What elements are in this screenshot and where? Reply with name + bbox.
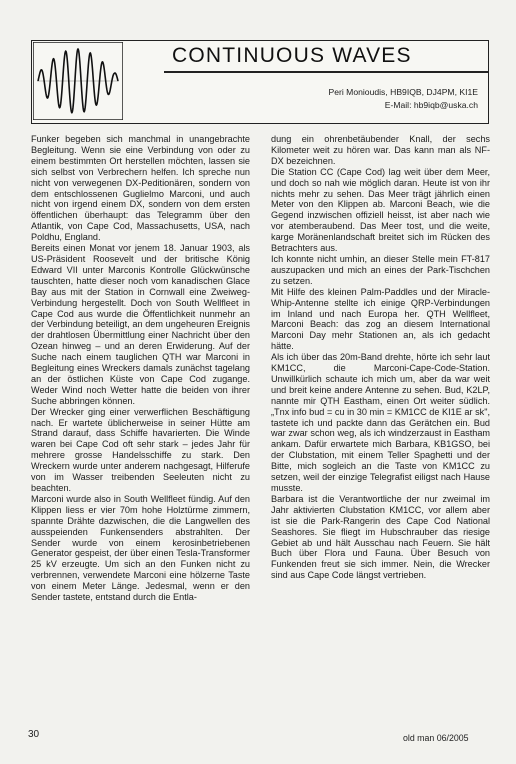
magazine-issue: old man 06/2005 [403, 733, 469, 743]
right-column [271, 134, 490, 581]
paragraph: dung ein ohrenbetäubender Knall, der sechs Kilometer weit zu hören war. Das kann man als NF-DX bezeichnen. [271, 134, 490, 166]
paragraph: Funker begeben sich manchmal in unangebrachte Begleitung. Wenn sie eine Verbindung von oder zu einem bestimmten Ort herstellen möchten, lassen sie sich selbst von Verbrechern helfen. Ich spreche nun nicht von verwegenen DX-Peditionären, sondern von dem entschlossenen Guglielmo Marconi, und auch nicht von irgend einem DX, sondern von dem ersten öffentlichen überhaupt: das Telegramm über den Atlantik, von Cape Cod, Massachusetts, USA, nach Poldhu, England. [31, 134, 250, 243]
sine-wave-icon [33, 42, 123, 120]
paragraph: Bereits einen Monat vor jenem 18. Januar 1903, als US-Präsident Roosevelt und der britische König Edward VII unter Marconis Kontrolle Glückwünsche tauschten, hatte dieser noch vom kanadischen Glace Bay aus mit der Station in Cornwall eine Zweiweg-Verbindung hergestellt. Doch von South Wellfleet in Cape Cod aus wurde die Öffentlichkeit nunmehr an der Verbindung beteiligt, an dem ungeheuren Ereignis der drahtlosen Übermittlung einer Nachricht über den Ozean hinweg – und an deren Erwiderung. Auf der Suche nach einem tauglichen QTH war Marconi in Begleitung eines Wreckers damals zunächst tagelang an der östlichen Küste von Cape Cod zugange. Weder Wind noch Wetter hatte die beiden von ihrer Suche abbringen können. [31, 243, 250, 406]
paragraph: Der Wrecker ging einer verwerflichen Beschäftigung nach. Er wartete üblicherweise in seiner Hütte am Strand darauf, dass Schiffe havarierten. Die Winde waren bei Cape Cod oft sehr stark – jedes Jahr für mehrere grosse Handelsschiffe zu stark. Den Wreckern wurde unter anderem nachgesagt, Hilferufe von im Wasser treibenden Seeleuten nicht zu beachten. [31, 406, 250, 493]
title-divider [164, 71, 488, 73]
paragraph: Marconi wurde also in South Wellfleet fündig. Auf den Klippen liess er vier 70m hohe Holztürme zimmern, spannte Drähte dazwischen, die die Langwellen des ausspeienden Funkensenders abstrahlten. Der Sender wurde von einem kerosinbetriebenen Generator gespeist, der über einen Tesla-Transformer 25 kV erzeugte. Um sich an den Funken nicht zu verbrennen, verwendete Marconi eine hölzerne Taste von einem Meter Länge. Jedesmal, wenn er den Sender tastete, entstand durch die Entla- [31, 493, 250, 603]
paragraph: Barbara ist die Verantwortliche der nur zweimal im Jahr aktivierten Clubstation KM1CC, vor allem aber ist sie die Park-Rangerin des Cape Cod National Seashores. Sie fliegt im Hubschrauber das riesige Gebiet ab und hält Ausschau nach Feuern. Sie hält Buch über Flora und Fauna. Über Besuch von Funkenden freut sie sich immer. Nein, die Wrecker sind aus Cape Code längst vertrieben. [271, 493, 490, 581]
article-title: CONTINUOUS WAVES [172, 44, 412, 67]
paragraph: Mit Hilfe des kleinen Palm-Paddles und der Miracle-Whip-Antenne stellte ich einige QRP-Verbindungen im Inland und nach Europa her. QTH Wellfleet, Marconi Beach: das zog an diesem International Marconi Day mehr Stationen an, als ich gedacht hätte. [271, 286, 490, 352]
paragraph: Als ich über das 20m-Band drehte, hörte ich sehr laut KM1CC, die Marconi-Cape-Code-Station. Unwillkürlich schaute ich mich um, aber da war weit und breit keine andere Antenne zu sehen. Bud, K2LP, nannte mir QTH Eastham, einen Ort weiter südlich. „Tnx info bud = cu in 30 min = KM1CC de KI1E ar sk", tastete ich und packte dann das Gerätchen ein. Bud war zwar schon weg, als ich windzerzaust in Eastham ankam. Dafür erwartete mich Barbara, KB1GSO, bei der Clubstation, mit einem Teller Spaghetti und der Bitte, mich sogleich an die Taste von KM1CC zu setzen, weil der einzige Telegrafist eiligst nach Hause musste. [271, 352, 490, 493]
page-number: 30 [28, 729, 40, 740]
article-author: Peri Monioudis, HB9IQB, DJ4PM, KI1E [328, 87, 478, 97]
article-header [31, 40, 489, 124]
paragraph: Die Station CC (Cape Cod) lag weit über dem Meer, und doch so nah wie möglich daran. Heute ist von ihr nichts mehr zu sehen. Das Meer trägt jährlich einen Meter von den Klippen ab. Marconi Beach, wie die Gegend inzwischen offiziell heisst, ist aber nach wie vor atemberaubend. Das Meer tost, und die weite, karge Moränenlandschaft breitet sich im Rücken des Betrachters aus. [271, 166, 490, 254]
left-column [31, 134, 250, 603]
paragraph: Ich konnte nicht umhin, an dieser Stelle mein FT-817 auszupacken und mich an eines der Park-Tischchen zu setzen. [271, 253, 490, 286]
author-email: E-Mail: hb9iqb@uska.ch [384, 100, 478, 110]
